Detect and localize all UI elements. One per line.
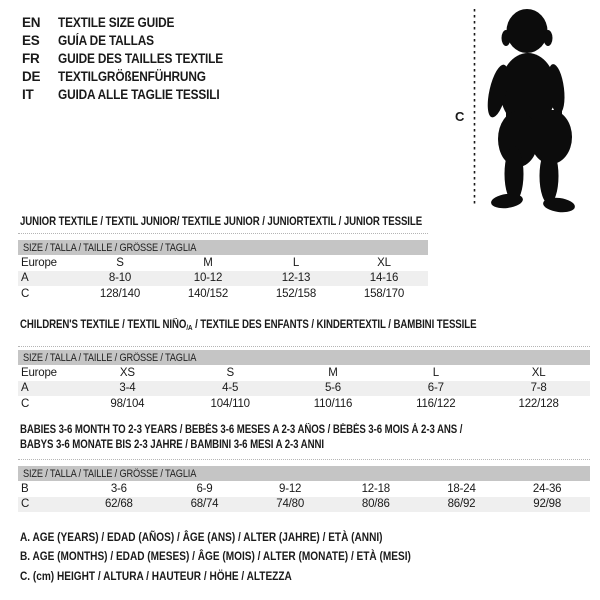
row-label: B xyxy=(21,482,29,495)
size-cell: 6-9 xyxy=(196,482,213,495)
size-cell: M xyxy=(328,366,338,379)
language-text: TEXTILGRÖßENFÜHRUNG xyxy=(58,68,206,84)
divider-rule xyxy=(18,346,590,347)
language-code: EN xyxy=(22,14,41,30)
row-label: C xyxy=(18,497,76,513)
height-label: C xyxy=(455,109,465,124)
size-cell: 128/140 xyxy=(99,287,141,300)
size-cell: M xyxy=(203,256,213,269)
size-cell: 104/110 xyxy=(210,397,250,410)
size-cell: 6-7 xyxy=(384,381,487,397)
row-label: C xyxy=(21,397,30,410)
table-row-age xyxy=(18,381,590,397)
row-label: A xyxy=(18,381,76,397)
size-cell: 5-6 xyxy=(282,381,385,397)
size-cell: 3-4 xyxy=(76,381,179,397)
language-code: FR xyxy=(22,50,40,66)
size-cell: XL xyxy=(377,256,391,269)
language-code: IT xyxy=(22,86,34,102)
language-code: ES xyxy=(22,32,40,48)
size-header-bar: SIZE / TALLA / TAILLE / GRÖSSE / TAGLIA xyxy=(18,466,590,481)
section-title-children: CHILDREN'S TEXTILE / TEXTIL NIÑO/A / TEXTILE DES ENFANTS / KINDERTEXTIL / BAMBINI TESSILE xyxy=(20,319,477,332)
size-header-bar: SIZE / TALLA / TAILLE / GRÖSSE / TAGLIA xyxy=(18,240,428,255)
row-label: A xyxy=(18,271,76,287)
size-cell: 122/128 xyxy=(518,397,559,410)
row-label: Europe xyxy=(21,256,57,269)
divider-rule xyxy=(18,459,590,460)
size-cell: S xyxy=(116,256,124,269)
size-cell: 18-24 xyxy=(447,482,476,495)
ear-left xyxy=(502,30,511,46)
size-cell: 110/116 xyxy=(313,397,353,410)
language-text: GUÍA DE TALLAS xyxy=(58,32,154,48)
size-cell: 9-12 xyxy=(279,482,302,495)
size-cell: 14-16 xyxy=(340,271,428,287)
language-row-fr xyxy=(22,49,246,67)
legend-line-a: A. AGE (YEARS) / EDAD (AÑOS) / ÂGE (ANS) / ALTER (JAHRE) / ETÀ (ANNI) xyxy=(20,530,383,544)
leg-right xyxy=(540,148,559,204)
language-row-de xyxy=(22,67,246,85)
row-label: Europe xyxy=(21,366,57,379)
size-cell: 62/68 xyxy=(76,497,162,513)
language-code: DE xyxy=(22,68,41,84)
leg-left xyxy=(505,146,524,202)
children-size-table xyxy=(18,350,590,412)
language-text: GUIDE DES TAILLES TEXTILE xyxy=(58,50,224,66)
language-row-es xyxy=(22,31,246,49)
size-cell: 12-13 xyxy=(252,271,340,287)
language-text: GUIDA ALLE TAGLIE TESSILI xyxy=(58,86,220,102)
size-cell: 3-6 xyxy=(110,482,127,495)
babies-size-table xyxy=(18,466,590,512)
size-cell: 8-10 xyxy=(76,271,164,287)
table-row-height xyxy=(18,286,428,302)
size-cell: 140/152 xyxy=(187,287,229,300)
size-cell: 116/122 xyxy=(416,397,456,410)
table-row-europe xyxy=(18,365,590,381)
size-cell: 24-36 xyxy=(532,482,562,495)
language-row-it xyxy=(22,85,246,103)
baby-figure xyxy=(448,2,598,214)
table-row-europe xyxy=(18,255,428,271)
language-row-en xyxy=(22,13,246,31)
table-row-age xyxy=(18,271,428,287)
size-cell: L xyxy=(292,256,300,269)
table-row-height xyxy=(18,497,590,513)
size-cell: 74/80 xyxy=(247,497,333,513)
legend-line-c: C. (cm) HEIGHT / ALTURA / HAUTEUR / HÖHE / ALTEZZA xyxy=(20,568,292,583)
size-cell: S xyxy=(226,366,234,379)
size-cell: 86/92 xyxy=(419,497,505,513)
size-cell: 98/104 xyxy=(110,397,145,410)
legend-line-b: B. AGE (MONTHS) / EDAD (MESES) / ÂGE (MOIS) / ALTER (MONATE) / ETÀ (MESI) xyxy=(20,549,411,564)
junior-size-table xyxy=(18,240,428,302)
divider-rule xyxy=(18,233,428,234)
size-cell: XS xyxy=(119,366,135,379)
size-cell: 68/74 xyxy=(162,497,248,513)
size-cell: 4-5 xyxy=(179,381,282,397)
size-cell: 158/170 xyxy=(363,287,405,300)
size-cell: 80/86 xyxy=(333,497,419,513)
table-row-height xyxy=(18,396,590,412)
section-title-babies: BABIES 3-6 MONTH TO 2-3 YEARS / BEBÉS 3-6 MESES A 2-3 AÑOS / BÉBÉS 3-6 MOIS À 2-3 ANS / BABYS 3-6 MONATE BIS 2-3 JAHRE / BAMBINI 3-6 MESI A 2-3 ANNI xyxy=(20,424,463,451)
section-title-junior: JUNIOR TEXTILE / TEXTIL JUNIOR/ TEXTILE JUNIOR / JUNIORTEXTIL / JUNIOR TESSILE xyxy=(20,216,423,228)
size-header-bar: SIZE / TALLA / TAILLE / GRÖSSE / TAGLIA xyxy=(18,350,590,365)
table-row-age-months xyxy=(18,481,590,497)
row-label: C xyxy=(21,287,30,300)
size-cell: 7-8 xyxy=(487,381,590,397)
size-cell: 152/158 xyxy=(275,287,317,300)
baby-silhouette xyxy=(484,9,576,214)
size-cell: 92/98 xyxy=(504,497,590,513)
size-cell: L xyxy=(432,366,439,379)
ear-right xyxy=(544,30,553,46)
size-cell: XL xyxy=(531,366,546,379)
subscript-a: /A xyxy=(186,323,193,332)
size-cell: 12-18 xyxy=(361,482,390,495)
size-cell: 10-12 xyxy=(164,271,252,287)
measurement-legend xyxy=(20,530,485,588)
language-list xyxy=(22,13,246,103)
language-text: TEXTILE SIZE GUIDE xyxy=(58,14,175,30)
